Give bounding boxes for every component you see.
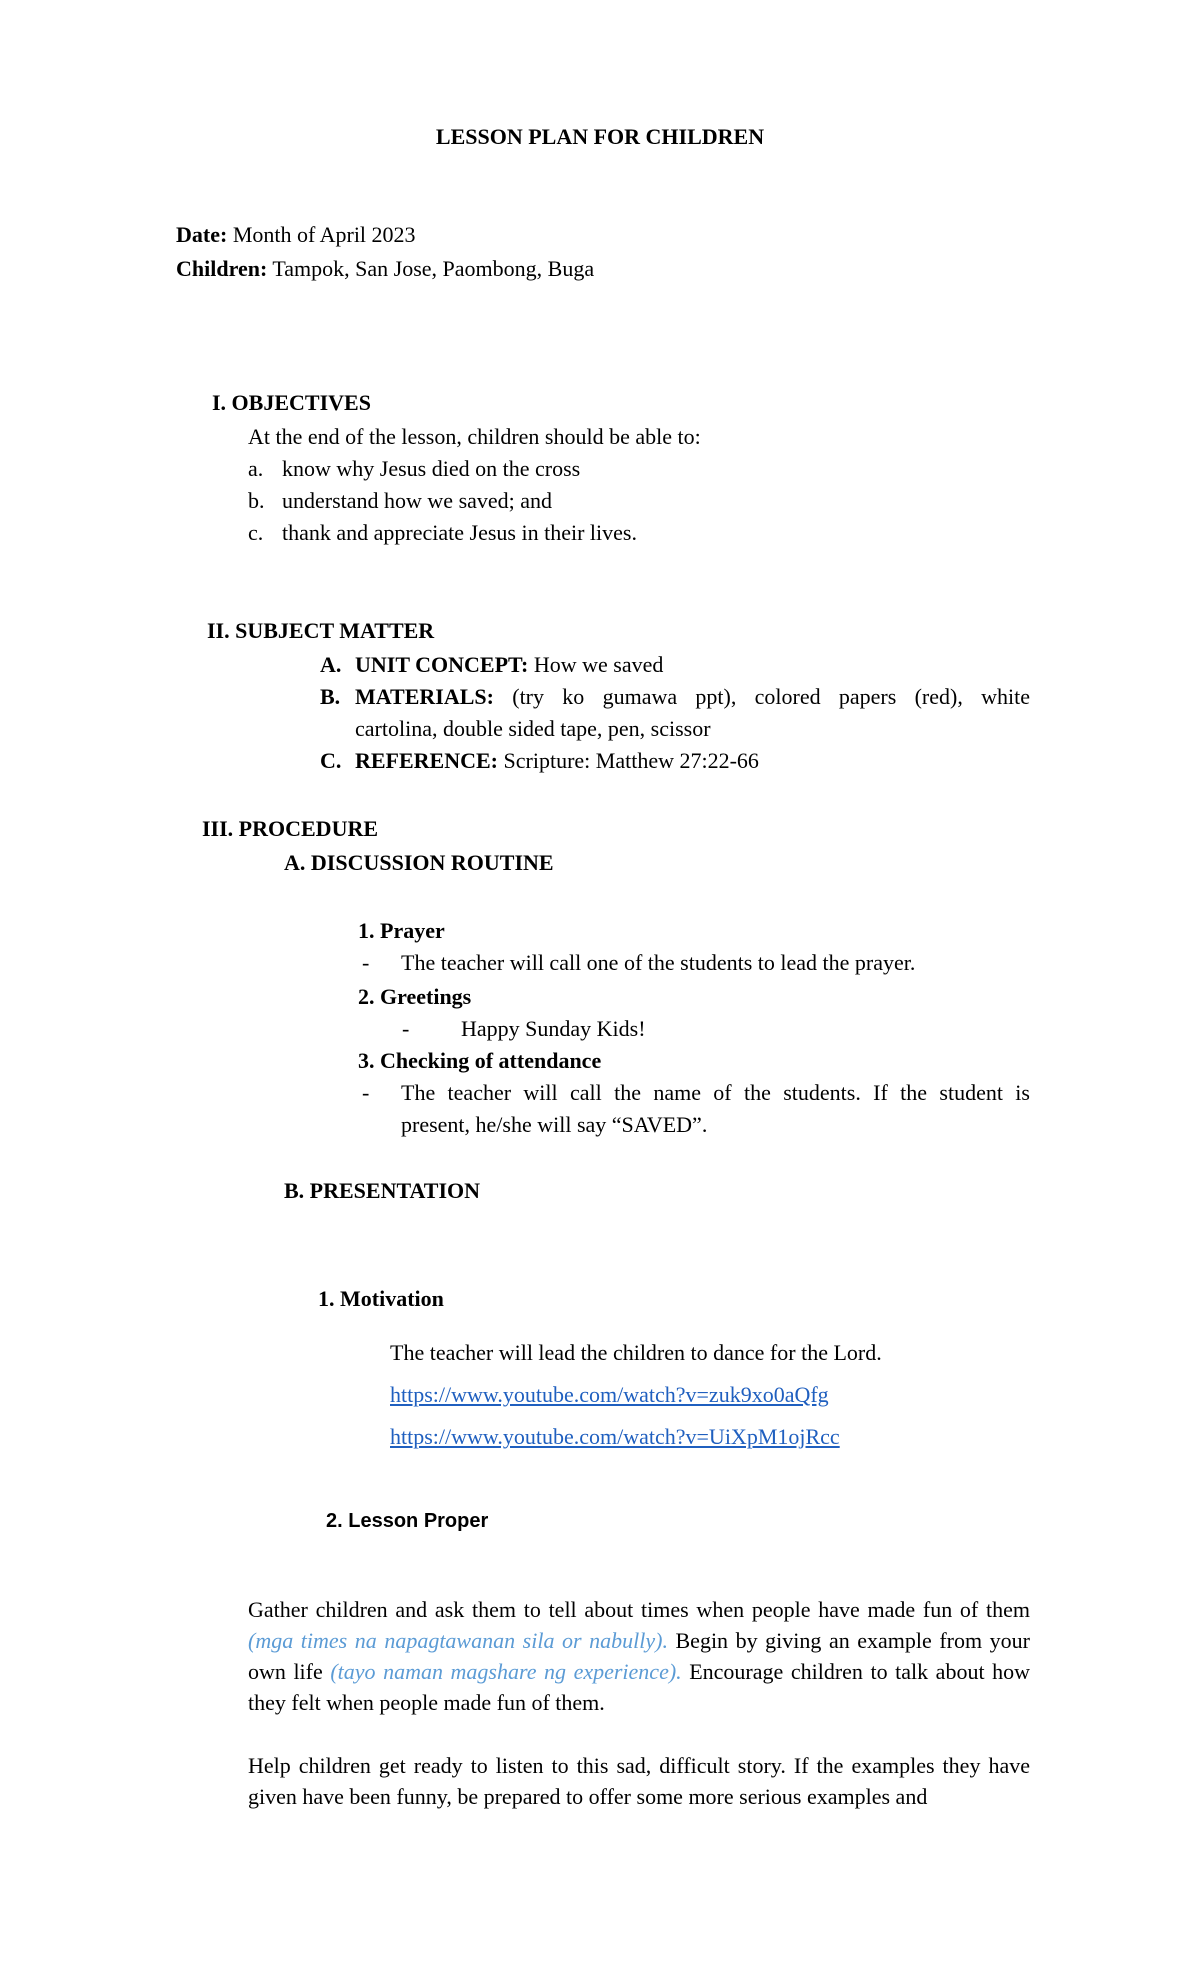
reference-value: Scripture: Matthew 27:22-66 <box>498 748 759 773</box>
para1-text-2: Begin by giving an example from your own life <box>248 1628 1030 1684</box>
procedure-heading: III. PROCEDURE <box>202 816 379 841</box>
discussion-routine-heading: A. DISCUSSION ROUTINE <box>284 850 554 875</box>
attendance-line-1: The teacher will call the name of the students. If the student is <box>401 1080 1030 1105</box>
objective-item-a: know why Jesus died on the cross <box>282 456 581 481</box>
youtube-link-2[interactable]: https://www.youtube.com/watch?v=UiXpM1ojRcc <box>390 1424 840 1449</box>
reference-label: REFERENCE: <box>355 748 499 773</box>
youtube-link-1[interactable]: https://www.youtube.com/watch?v=zuk9xo0aQfg <box>390 1382 829 1407</box>
presentation-heading: B. PRESENTATION <box>284 1178 481 1203</box>
materials-line-2: cartolina, double sided tape, pen, scissor <box>355 716 711 741</box>
para1-note-2: (tayo naman magshare ng experience). <box>330 1659 682 1684</box>
attendance-line-2: present, he/she will say “SAVED”. <box>401 1112 708 1137</box>
objectives-intro: At the end of the lesson, children should be able to: <box>248 424 701 449</box>
attendance-heading: 3. Checking of attendance <box>358 1048 602 1073</box>
objective-marker-c: c. <box>248 520 264 545</box>
lesson-paragraph-2: Help children get ready to listen to this sad, difficult story. If the examples they have given have been funny, be prepared to offer some more serious examples and <box>248 1753 1030 1809</box>
subject-marker-c: C. <box>320 748 342 773</box>
motivation-text: The teacher will lead the children to dance for the Lord. <box>390 1340 882 1365</box>
attendance-dash: - <box>362 1080 370 1105</box>
objective-marker-a: a. <box>248 456 264 481</box>
greetings-text: Happy Sunday Kids! <box>461 1016 646 1041</box>
prayer-heading: 1. Prayer <box>358 918 445 943</box>
reference-line <box>355 748 759 773</box>
subject-marker-b: B. <box>320 684 341 709</box>
page-title: LESSON PLAN FOR CHILDREN <box>435 124 765 149</box>
lesson-proper-heading: 2. Lesson Proper <box>326 1510 489 1532</box>
prayer-text: The teacher will call one of the students to lead the prayer. <box>401 950 916 975</box>
greetings-heading: 2. Greetings <box>358 984 472 1009</box>
children-label: Children: <box>176 256 268 281</box>
children-line <box>176 256 594 281</box>
objective-item-b: understand how we saved; and <box>282 488 553 513</box>
objective-item-c: thank and appreciate Jesus in their lives. <box>282 520 637 545</box>
materials-value-1: (try ko gumawa ppt), colored papers (red), white <box>493 684 1030 709</box>
objective-marker-b: b. <box>248 488 265 513</box>
lesson-paragraph-1 <box>248 1594 1030 1718</box>
greetings-dash: - <box>402 1016 410 1041</box>
para1-note-1: (mga times na napagtawanan sila or nabully). <box>248 1628 668 1653</box>
subject-marker-a: A. <box>320 652 342 677</box>
date-line <box>176 222 416 247</box>
unit-concept-line <box>355 652 663 677</box>
unit-concept-value: How we saved <box>528 652 664 677</box>
para1-text-3: Encourage children to talk about how they felt when people made fun of them. <box>248 1659 1030 1715</box>
date-value: Month of April 2023 <box>227 222 416 247</box>
children-value: Tampok, San Jose, Paombong, Buga <box>267 256 595 281</box>
subject-matter-heading: II. SUBJECT MATTER <box>207 618 435 643</box>
motivation-heading: 1. Motivation <box>318 1286 444 1311</box>
para1-text-1: Gather children and ask them to tell about times when people have made fun of them <box>248 1597 1030 1622</box>
materials-line-1 <box>355 684 1030 709</box>
objectives-heading: I. OBJECTIVES <box>212 390 371 415</box>
date-label: Date: <box>176 222 228 247</box>
materials-label: MATERIALS: <box>355 684 494 709</box>
prayer-dash: - <box>362 950 370 975</box>
unit-concept-label: UNIT CONCEPT: <box>355 652 529 677</box>
